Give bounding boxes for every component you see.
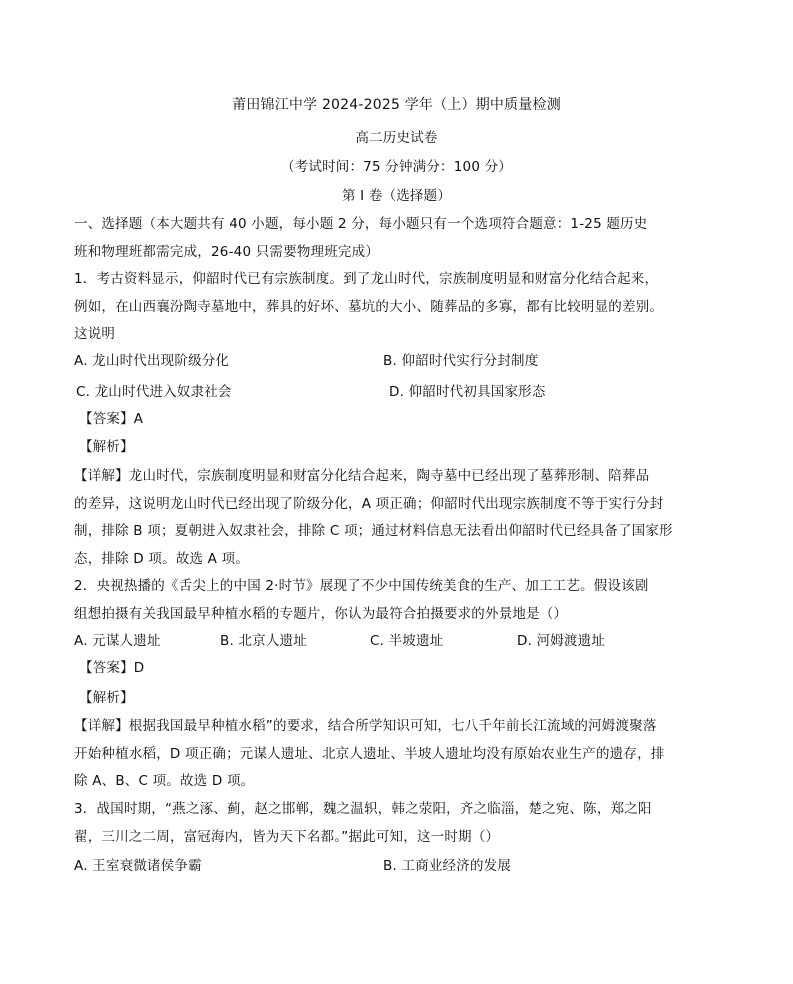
q2-stem-line-1: 2．央视热播的《舌尖上的中国 2·时节》展现了不少中国传统美食的生产、加工工艺。假设该剧 [74, 578, 649, 594]
q1-option-d: D. 仰韶时代初具国家形态 [389, 384, 546, 400]
q2-option-c: C. 半坡遗址 [370, 633, 444, 649]
q1-option-c: C. 龙山时代进入奴隶社会 [76, 384, 232, 400]
q1-stem-line-2: 例如，在山西襄汾陶寺墓地中，葬具的好坏、墓坑的大小、随葬品的多寡，都有比较明显的差别。 [74, 299, 664, 315]
exam-title: 莆田锦江中学 2024-2025 学年（上）期中质量检测 [232, 97, 561, 113]
q1-detail-line-1: 【详解】龙山时代，宗族制度明显和财富分化结合起来，陶寺墓中已经出现了墓葬形制、陪葬品 [74, 468, 650, 484]
q3-option-b: B. 工商业经济的发展 [383, 858, 512, 874]
instructions-line-2: 班和物理班都需完成，26-40 只需要物理班完成） [74, 244, 380, 260]
q2-analysis-label: 【解析】 [79, 690, 134, 706]
q1-analysis-label: 【解析】 [79, 439, 134, 455]
exam-info: （考试时间：75 分钟满分：100 分） [280, 159, 513, 175]
q2-detail-line-1: 【详解】根据我国最早种植水稻”的要求，结合所学知识可知，七八千年前长江流域的河姆渡聚落 [74, 718, 657, 734]
q1-option-b: B. 仰韶时代实行分封制度 [383, 353, 539, 369]
q1-stem-line-3: 这说明 [74, 326, 116, 342]
volume-heading: 第 I 卷（选择题） [341, 188, 452, 204]
q1-detail-line-3: 制，排除 B 项；夏朝进入奴隶社会，排除 C 项；通过材料信息无法看出仰韶时代已经具备了国家形 [74, 523, 673, 539]
q1-answer: 【答案】A [79, 411, 144, 427]
q3-stem-line-2: 翟，三川之二周，富冠海内，皆为天下名都。”据此可知，这一时期（） [74, 829, 500, 845]
q1-detail-line-4: 态，排除 D 项。故选 A 项。 [74, 551, 249, 567]
q1-option-a: A. 龙山时代出现阶级分化 [74, 353, 230, 369]
q2-option-d: D. 河姆渡遗址 [517, 633, 606, 649]
q2-option-a: A. 元谋人遗址 [74, 633, 161, 649]
q2-option-b: B. 北京人遗址 [220, 633, 307, 649]
q2-stem-line-2: 组想拍摄有关我国最早种植水稻的专题片，你认为最符合拍摄要求的外景地是（） [74, 606, 568, 622]
q3-option-a: A. 王室衰微诸侯争霸 [74, 858, 202, 874]
instructions-line-1: 一、选择题（本大题共有 40 小题，每小题 2 分，每小题只有一个选项符合题意：1-25 题历史 [74, 216, 648, 232]
q1-stem-line-1: 1．考古资料显示，仰韶时代已有宗族制度。到了龙山时代，宗族制度明显和财富分化结合起来， [74, 271, 659, 287]
q3-stem-line-1: 3．战国时期，“燕之涿、蓟，赵之邯郸，魏之温轵，韩之荥阳，齐之临淄，楚之宛、陈，郑之阳 [74, 801, 652, 817]
q1-detail-line-2: 的差异，这说明龙山时代已经出现了阶级分化，A 项正确；仰韶时代出现宗族制度不等于实行分封 [74, 496, 664, 512]
q2-answer: 【答案】D [79, 660, 145, 676]
q2-detail-line-2: 开始种植水稻，D 项正确；元谋人遗址、北京人遗址、半坡人遗址均没有原始农业生产的遗存，排 [74, 746, 665, 762]
q2-detail-line-3: 除 A、B、C 项。故选 D 项。 [74, 773, 255, 789]
exam-subtitle: 高二历史试卷 [355, 130, 438, 146]
